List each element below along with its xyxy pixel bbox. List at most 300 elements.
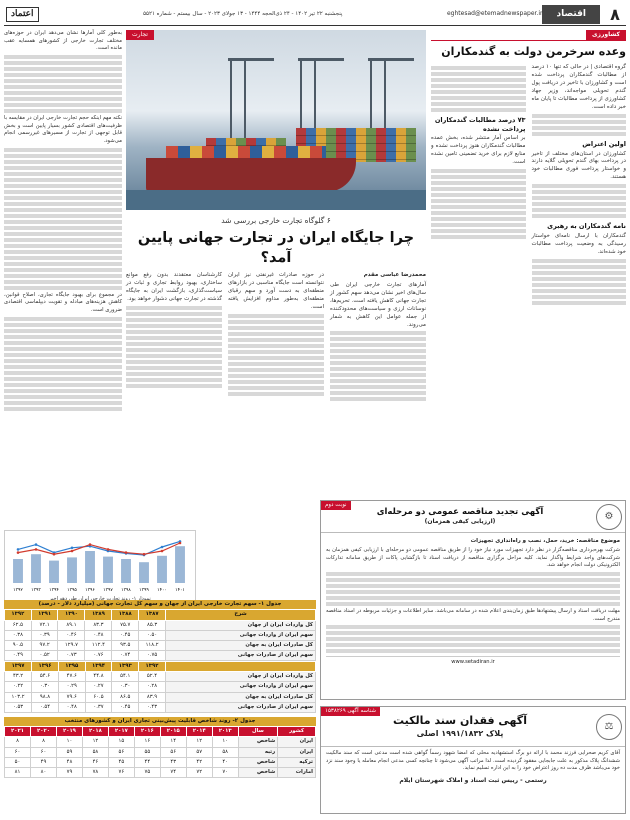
text-line (326, 649, 620, 653)
text-line (126, 324, 222, 328)
table-cell: ۱۶ (134, 737, 160, 747)
text-line (532, 283, 627, 287)
masthead (4, 4, 626, 26)
table-cell: ۸۶.۵ (112, 692, 139, 702)
text-line (326, 637, 620, 641)
story-col3-text: کارشناسان معتقدند بدون رفع موانع ساختاری، بهبود روابط تجاری و ثبات در سیاست‌گذاری، بازگشت ایران به جایگاه گذشته در تجارت جهانی دشوار خواهد بود. (126, 272, 222, 303)
text-line (4, 97, 122, 101)
article-intro: گروه اقتصادی | در حالی که تنها ۱۰ درصد از مطالبات گندمکاران پرداخت شده است و کشاورزان با تاخیر در دریافت پول گندم تحویلی مواجه‌اند، وزیر جهاد کشاورزی از پرداخت مطالبات تا پایان ماه خبر داده است. (531, 63, 626, 110)
table-cell: ۹۰.۵ (5, 640, 32, 650)
left-para-2: نکته مهم اینکه حجم تجارت خارجی ایران در مقایسه با ظرفیت‌های اقتصادی کشور بسیار پایین است و بخش قابل توجهی از تجارت از مسیرهای غیررسمی انجام می‌شود. (4, 115, 122, 145)
chart-tick-label: ۱۳۹۵ (67, 588, 77, 593)
table-header-cell: ۲۰۱۷ (108, 727, 134, 737)
chart-point (161, 550, 164, 553)
table-cell: شاخص (238, 737, 278, 747)
text-line (126, 360, 222, 364)
table-cell: ۵۴.۶ (32, 672, 59, 682)
chart-tick-label: ۱۳۹۸ (121, 588, 131, 593)
story-kicker: ۶ گلوگاه تجارت خارجی بررسی شد (221, 216, 331, 225)
table-header-cell: سال (238, 727, 278, 737)
text-line (4, 214, 122, 218)
text-line (330, 337, 426, 341)
text-line (4, 109, 122, 113)
text-line (4, 79, 122, 83)
text-line (4, 262, 122, 266)
tender-subtitle: (ارزیابی کیفی همزمان) (424, 518, 496, 526)
text-line (431, 72, 526, 76)
table-cell: ۰.۳۹ (31, 630, 58, 640)
table-cell: ۰.۵۲ (31, 650, 58, 660)
text-line (126, 354, 222, 358)
chart-bar (31, 554, 41, 583)
subhead-2: ۷۳ درصد مطالبات گندمکاران پرداخت نشده (434, 115, 526, 133)
chart-bar (157, 556, 167, 583)
text-line (431, 199, 526, 203)
text-line (4, 389, 122, 393)
paragraph-3: گندمکاران با ارسال نامه‌ای خواستار رسیدگی به وضعیت پرداخت مطالبات خود شده‌اند. (531, 233, 626, 256)
text-line (532, 259, 627, 263)
table-header-cell: ۱۳۹۵ (58, 662, 85, 672)
table-cell: امارات (278, 767, 316, 777)
table2-header-row (5, 727, 316, 737)
table-cell: ۸۳.۹ (139, 692, 166, 702)
text-line (326, 596, 620, 600)
text-line (228, 350, 324, 354)
text-line (126, 342, 222, 346)
story-col2-text: در حوزه صادرات غیرنفتی نیز ایران نتوانسته است جایگاه مناسبی در بازارهای منطقه‌ای به دست آورد و سهم رقبای منطقه‌ای به‌طور مداوم افزایش یافته است. (228, 272, 324, 311)
chart-point (71, 550, 74, 553)
table-header-cell: ۱۳۹۱ (31, 610, 58, 620)
chart-point (17, 548, 20, 551)
chart-bar (139, 562, 149, 583)
text-line (431, 90, 526, 94)
table-cell: ۴۴ (134, 757, 160, 767)
text-line (4, 103, 122, 107)
table-cell: ۸ (5, 737, 31, 747)
article-column-a (532, 64, 627, 307)
chart-tick-label: ۱۴۰۰ (157, 588, 167, 593)
table-cell: ۱۱۲.۴ (85, 640, 112, 650)
table-cell: ۰.۴۵ (112, 702, 139, 712)
photo-tag: تجارت (126, 30, 154, 40)
text-line (532, 208, 627, 212)
text-line (532, 202, 627, 206)
text-line (532, 196, 627, 200)
text-line (228, 356, 324, 360)
text-line (4, 256, 122, 260)
text-line (532, 126, 627, 130)
table-cell: شاخص (238, 757, 278, 767)
section-tag-bar (431, 30, 626, 41)
table-cell: ۴۴.۸ (85, 672, 112, 682)
text-line (4, 208, 122, 212)
lost-deed-title: آگهی فقدان سند مالکیت (393, 713, 527, 727)
right-column-article (431, 30, 626, 500)
table-header-cell: ۱۳۹۶ (32, 662, 59, 672)
table-header-cell (165, 662, 315, 672)
table-cell: ۸ (31, 737, 57, 747)
tender-body (321, 533, 625, 669)
chart-tick-label: ۱۳۹۹ (139, 588, 149, 593)
table-cell: ۱۰ (56, 737, 82, 747)
story-col1-text: آمارهای تجارت خارجی ایران طی سال‌های اخیر نشان می‌دهد سهم کشور از تجارت جهانی کاهش یافته است. تحریم‌ها، نوسانات ارزی و سیاست‌های محدودکننده از جمله عوامل این کاهش به شمار می‌روند. (330, 281, 426, 328)
masthead-right (542, 4, 626, 26)
table-cell: سهم ایران از واردات جهانی (166, 630, 316, 640)
text-line (4, 268, 122, 272)
section-tag: کشاورزی (586, 30, 626, 40)
table-row (5, 692, 316, 702)
chart-point (89, 543, 92, 546)
table-cell: ۰.۵۰ (139, 630, 166, 640)
table-cell: ۰.۲۲ (5, 682, 32, 692)
chart-bar (103, 557, 113, 583)
tender-text: شرکت بهره‌برداری مناقصه‌گزار در نظر دارد تجهیزات مورد نیاز خود را از طریق مناقصه عمومی دو مرحله‌ای با ارزیابی کیفی همزمان به شرکت‌های واجد شرایط واگذار نماید. کلیه مراحل برگزاری مناقصه از دریافت اسناد تا بازگشایی پاکات از طریق سامانه تدارکات الکترونیکی دولت انجام خواهد شد. (326, 547, 620, 569)
table-cell: ۷۰ (212, 767, 238, 777)
table-cell: ۹۸.۸ (32, 692, 59, 702)
table1-header-row (5, 610, 316, 620)
text-line (4, 61, 122, 65)
lost-deed-body (321, 747, 625, 788)
text-line (4, 286, 122, 290)
chart-bar (175, 546, 185, 583)
table-header-cell: ۱۳۹۲ (5, 610, 32, 620)
table-cell: ایران (278, 747, 316, 757)
text-line (330, 379, 426, 383)
text-line (126, 378, 222, 382)
text-line (326, 572, 620, 576)
table-cell: ۱۰۳.۲ (5, 692, 32, 702)
text-line (330, 391, 426, 395)
text-line (326, 631, 620, 635)
text-line (4, 323, 122, 327)
text-line (4, 190, 122, 194)
text-line (532, 265, 627, 269)
table2-body (5, 737, 316, 778)
table-header-cell: ۱۳۹۷ (5, 662, 32, 672)
text-line (228, 368, 324, 372)
text-line (4, 160, 122, 164)
text-line (330, 385, 426, 389)
text-line (532, 184, 627, 188)
text-line (431, 78, 526, 82)
table-header-cell: ۱۳۹۴ (85, 662, 112, 672)
table-header-cell: ۲۰۱۳ (212, 727, 238, 737)
table-cell: ۸۰ (31, 767, 57, 777)
text-line (228, 374, 324, 378)
table-cell: ترکیه (278, 757, 316, 767)
table-cell: ۷۹ (56, 767, 82, 777)
text-line (431, 169, 526, 173)
port-containers-photo (126, 30, 426, 210)
table-cell: سهم ایران از صادرات جهانی (165, 702, 315, 712)
text-line (4, 238, 122, 242)
table-cell: ۴۹ (31, 757, 57, 767)
text-line (228, 362, 324, 366)
text-line (4, 274, 122, 278)
page-number: ۸ (610, 4, 620, 24)
table-row (5, 702, 316, 712)
text-line (4, 232, 122, 236)
text-line (4, 67, 122, 71)
table-cell: سهم ایران از واردات جهانی (165, 682, 315, 692)
text-line (330, 355, 426, 359)
text-line (126, 348, 222, 352)
table-header-cell: ۱۳۸۸ (112, 610, 139, 620)
chart-tick-label: ۱۳۹۷ (103, 588, 113, 593)
table-cell: رتبه (238, 747, 278, 757)
text-line (431, 235, 526, 239)
text-line (330, 373, 426, 377)
lost-deed-titles (324, 714, 596, 740)
subhead-1: اولین اعتراض (582, 139, 626, 148)
text-line (4, 317, 122, 321)
table-header-cell: ۱۳۸۹ (85, 610, 112, 620)
chart-point (53, 553, 56, 556)
table-header-cell: ۱۳۸۷ (139, 610, 166, 620)
chart-series-line (18, 541, 180, 555)
text-line (4, 73, 122, 77)
text-line (228, 344, 324, 348)
text-line (532, 301, 627, 305)
text-line (4, 377, 122, 381)
table-cell: ۰.۵۳ (5, 702, 32, 712)
table-cell: کل صادرات ایران به جهان (166, 640, 316, 650)
table1-body (5, 620, 316, 661)
site-email[interactable]: eghtesad@etemadnewspaper.ir (446, 10, 543, 18)
chart-point (17, 551, 20, 554)
tender-title: آگهی تجدید مناقصه عمومی دو مرحله‌ای (376, 506, 544, 517)
text-line (4, 401, 122, 405)
table-cell: ۱۰ (212, 737, 238, 747)
text-line (326, 584, 620, 588)
table-cell: ۸۹.۱ (58, 620, 85, 630)
text-line (4, 55, 122, 59)
table-cell: ۴۲ (186, 757, 212, 767)
text-line (4, 329, 122, 333)
table-cell: ۵۰ (5, 757, 31, 767)
table-cell: ۸۵.۳ (139, 620, 166, 630)
company-emblem-icon: ⚙ (596, 504, 622, 530)
table-header-cell: کشور (278, 727, 316, 737)
table-cell: ۰.۲۸ (139, 682, 166, 692)
text-line (126, 318, 222, 322)
table-header-cell: ۲۰۱۹ (56, 727, 82, 737)
chart-bar (85, 551, 95, 583)
table-cell: ۵۴.۱ (112, 672, 139, 682)
text-line (4, 395, 122, 399)
text-line (228, 338, 324, 342)
text-line (4, 347, 122, 351)
text-line (4, 196, 122, 200)
table-row (5, 757, 316, 767)
text-line (126, 384, 222, 388)
text-line (4, 148, 122, 152)
text-line (126, 366, 222, 370)
text-line (4, 341, 122, 345)
text-line (431, 223, 526, 227)
table-cell: ۱۵ (108, 737, 134, 747)
table-cell: ۰.۴۸ (85, 630, 112, 640)
text-line (4, 184, 122, 188)
table-cell: ۷۴ (160, 767, 186, 777)
text-line (4, 383, 122, 387)
lost-deed-signature: رستمی - رییس ثبت اسناد و املاک شهرستان ایلام (399, 776, 547, 784)
chart-point (161, 546, 164, 549)
table-cell: ۰.۴۶ (58, 630, 85, 640)
table-row (5, 650, 316, 660)
table-cell: سهم ایران از صادرات جهانی (166, 650, 316, 660)
article-columns (431, 64, 626, 307)
table-header-cell: شرح (166, 610, 316, 620)
table-header-cell: ۲۰۲۰ (31, 727, 57, 737)
table-row (5, 747, 316, 757)
text-line (126, 312, 222, 316)
text-line (4, 220, 122, 224)
table-cell: ۰.۷۳ (58, 650, 85, 660)
chart-bar (13, 559, 23, 583)
table-cell: ۷۵.۷ (112, 620, 139, 630)
chart-bar (67, 557, 77, 583)
text-line (532, 277, 627, 281)
chart-point (143, 553, 146, 556)
text-line (4, 359, 122, 363)
text-line (330, 343, 426, 347)
text-line (4, 244, 122, 248)
table-cell: ۹۳.۵ (112, 640, 139, 650)
text-line (431, 193, 526, 197)
table2-title: جدول ۲- روند شاخص قابلیت پیش‌بینی تجاری ایران و کشورهای منتخب (4, 717, 316, 726)
table-cell: ۰.۳۰ (112, 682, 139, 692)
table-header-cell: ۲۰۱۸ (82, 727, 108, 737)
table-cell: ۵۵ (134, 747, 160, 757)
table-cell: ۴۰ (212, 757, 238, 767)
tender-text-2: مهلت دریافت اسناد و ارسال پیشنهادها طبق زمان‌بندی اعلام شده در سامانه می‌باشد. سایر اطلاعات و جزئیات مربوطه در اسناد مناقصه مندرج است. (326, 608, 620, 622)
trade-tables (4, 600, 316, 778)
table-cell: ۰.۳۸ (5, 630, 32, 640)
text-line (4, 154, 122, 158)
text-line (431, 175, 526, 179)
table1-part2 (4, 661, 316, 713)
text-line (228, 392, 324, 396)
text-line (431, 102, 526, 106)
tender-ad (320, 500, 626, 700)
table-cell: ۰.۴۳ (139, 702, 166, 712)
table-cell: ۱۴ (160, 737, 186, 747)
chart-tick-label: ۱۳۹۶ (85, 588, 95, 593)
text-line (532, 214, 627, 218)
table2 (4, 726, 316, 778)
table-cell: ۴۸ (56, 757, 82, 767)
table-header-cell: ۱۳۹۲ (139, 662, 166, 672)
table-header-cell: ۲۰۲۱ (5, 727, 31, 737)
table-header-cell: ۱۳۹۳ (112, 662, 139, 672)
table-cell: ۷۶ (108, 767, 134, 777)
story-title: چرا جایگاه ایران در تجارت جهانی پایین آمد؟ (137, 230, 415, 266)
chart-bar (121, 559, 131, 583)
chart-point (107, 548, 110, 551)
table-cell: ۰.۲۷ (85, 682, 112, 692)
text-line (326, 590, 620, 594)
table-cell: ایران (278, 737, 316, 747)
text-line (431, 211, 526, 215)
table-row (5, 682, 316, 692)
text-line (126, 306, 222, 310)
table-row (5, 630, 316, 640)
text-line (431, 205, 526, 209)
text-line (326, 643, 620, 647)
text-line (4, 85, 122, 89)
tender-ad-header (321, 501, 625, 533)
text-line (4, 365, 122, 369)
table-cell: ۴۳ (160, 757, 186, 767)
tender-website-link[interactable]: www.setadiran.ir (326, 656, 620, 666)
table1-band-row (5, 662, 316, 672)
text-line (431, 229, 526, 233)
story-column-3 (126, 272, 222, 403)
text-line (330, 349, 426, 353)
text-line (4, 202, 122, 206)
text-line (431, 84, 526, 88)
text-line (4, 178, 122, 182)
table-cell: ۰.۳۰ (32, 682, 59, 692)
left-para-3: در مجموع برای بهبود جایگاه تجاری، اصلاح قوانین، کاهش هزینه‌های مبادله و تقویت دیپلماسی اقتصادی ضروری است. (4, 291, 122, 314)
table-cell: ۰.۴۵ (112, 630, 139, 640)
lost-deed-text: آقای کریم صحرایی فرزند محمد با ارائه دو برگ استشهادیه محلی که امضا شهود رسماً گواهی شده است مدعی است که سند مالکیت ششدانگ پلاک مذکور به علت جابجایی مفقود گردیده است. لذا مراتب آگهی می‌شود تا چنانچه کسی مدعی انجام معامله یا وجود سند نزد خود می‌باشد ظرف مدت ده روز اعتراض خود را به این اداره تسلیم نماید. (326, 750, 620, 772)
text-line (228, 380, 324, 384)
table-cell: ۶۰ (5, 747, 31, 757)
chart-tick-label: ۱۴۰۱ (175, 588, 185, 593)
chart-point (35, 548, 38, 551)
text-line (431, 96, 526, 100)
table1-title: جدول ۱- سهم تجارت خارجی ایران از جهان و سهم کل تجارت جهانی (میلیارد دلار - درصد) (4, 600, 316, 609)
table-cell: کل واردات ایران از جهان (165, 672, 315, 682)
left-para-1: به‌طور کلی آمارها نشان می‌دهد ایران در حوزه‌های مختلف تجارت خارجی از کشورهای همسایه عقب مانده است. (4, 30, 122, 52)
table-row (5, 672, 316, 682)
table-cell: ۴۷.۶ (58, 672, 85, 682)
table-cell: ۶۰ (31, 747, 57, 757)
table-cell: ۹۷.۲ (31, 640, 58, 650)
text-line (330, 367, 426, 371)
cargo-ship (146, 158, 356, 192)
table-cell: کل صادرات ایران به جهان (165, 692, 315, 702)
lost-deed-ad (320, 706, 626, 814)
table-cell: ۱۲ (186, 737, 212, 747)
article-headline: وعده سرخرمن دولت به گندمکاران (441, 45, 626, 59)
main-story (126, 30, 426, 403)
text-line (4, 172, 122, 176)
table-cell: ۷۲ (186, 767, 212, 777)
text-line (228, 332, 324, 336)
text-line (4, 371, 122, 375)
chart-point (35, 543, 38, 546)
table-row (5, 767, 316, 777)
table-cell: ۱۲۹.۷ (58, 640, 85, 650)
text-line (4, 226, 122, 230)
table-cell: ۷۲.۱ (31, 620, 58, 630)
tender-badge: نوبت دوم (321, 501, 351, 510)
table-cell: ۰.۵۴ (32, 702, 59, 712)
chart-tick-label: ۱۳۹۴ (49, 588, 59, 593)
text-line (431, 108, 526, 112)
table1-body2 (5, 672, 316, 713)
text-line (4, 250, 122, 254)
chart-point (179, 542, 182, 545)
text-line (4, 353, 122, 357)
dateline: پنجشنبه ۲۲ تیر ۱۴۰۲ - ۲۴ ذی‌الحجه ۱۴۴۴ - ۱۳ جولای ۲۰۲۳ - سال بیستم - شماره ۵۵۲۱ (143, 10, 343, 17)
table-cell: کل واردات ایران از جهان (166, 620, 316, 630)
text-line (228, 314, 324, 318)
table-cell: ۱۱۸.۲ (139, 640, 166, 650)
